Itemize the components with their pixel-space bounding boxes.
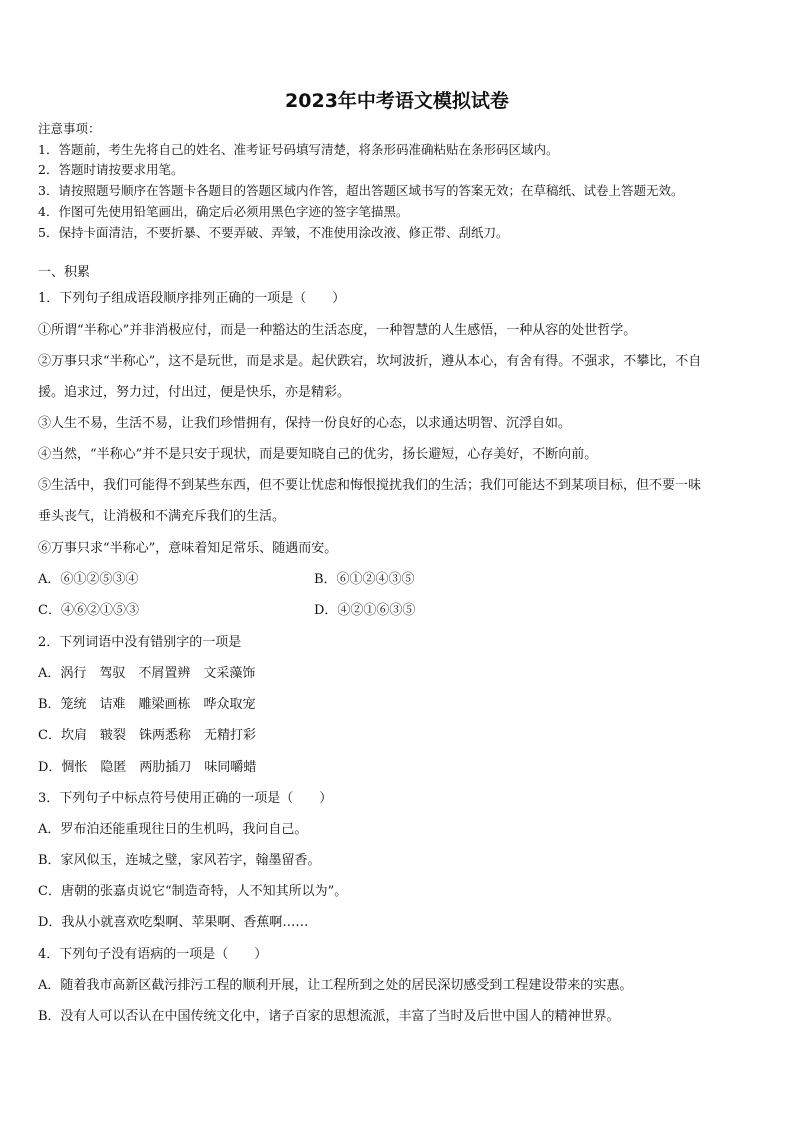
page-title: 2023年中考语文模拟试卷 — [285, 90, 509, 112]
sentence: 垂头丧气，让消极和不满充斥我们的生活。 — [38, 509, 286, 524]
option-b[interactable]: B．没有人可以否认在中国传统文化中，诸子百家的思想流派，丰富了当时及后世中国人的精神世界。 — [38, 1009, 620, 1024]
option-c[interactable]: C．唐朝的张嘉贞说它“制造奇特，人不知其所以为”。 — [38, 884, 348, 899]
option-a[interactable]: A．涡行 驾驭 不屑置辨 文采藻饰 — [38, 666, 256, 681]
option-b[interactable]: B．笼统 诘难 雕梁画栋 哗众取宠 — [38, 697, 256, 712]
option-d[interactable]: D．惆怅 隐匿 两肋插刀 味同嚼蜡 — [38, 760, 257, 775]
question-stem: 3．下列句子中标点符号使用正确的一项是（ ） — [38, 791, 333, 806]
option-b[interactable]: B．家风似玉，连城之璧，家风若字，翰墨留香。 — [38, 853, 321, 868]
notice-item: 3．请按照题号顺序在答题卡各题目的答题区域内作答，超出答题区域书写的答案无效；在草稿纸、试卷上答题无效。 — [38, 183, 684, 198]
option-a[interactable]: A．随着我市高新区截污排污工程的顺利开展，让工程所到之处的居民深切感受到工程建设带来的实惠。 — [38, 978, 633, 993]
notice-item: 5．保持卡面清洁，不要折暴、不要弄破、弄皱，不准使用涂改液、修正带、刮纸刀。 — [38, 225, 509, 240]
sentence: ②万事只求“半称心”，这不是玩世，而是求是。起伏跌宕，坎坷波折，遵从本心，有舍有得。不强求，不攀比，不自 — [38, 354, 702, 369]
question-stem: 2．下列词语中没有错别字的一项是 — [38, 635, 242, 650]
option-b[interactable]: B．⑥①②④③⑤ — [314, 572, 415, 587]
option-a[interactable]: A．罗布泊还能重现往日的生机吗，我问自己。 — [38, 822, 308, 837]
sentence: ③人生不易，生活不易，让我们珍惜拥有，保持一份良好的心态，以求通达明智、沉浮自如。 — [38, 416, 572, 431]
option-c[interactable]: C．④⑥②①⑤③ — [38, 603, 139, 618]
notice-item: 1．答题前，考生先将自己的姓名、准考证号码填写清楚，将条形码准确粘贴在条形码区域内。 — [38, 142, 559, 157]
notice-heading: 注意事项： — [38, 121, 101, 136]
option-d[interactable]: D．我从小就喜欢吃梨啊、苹果啊、香蕉啊…… — [38, 915, 309, 930]
question-stem: 4．下列句子没有语病的一项是（ ） — [38, 947, 268, 962]
sentence: ⑤生活中，我们可能得不到某些东西，但不要让忧虑和悔恨搅扰我们的生活；我们可能达不到某项目标，但不要一味 — [38, 478, 702, 493]
section-heading: 一、积累 — [38, 265, 91, 280]
option-d[interactable]: D．④②①⑥③⑤ — [314, 603, 416, 618]
sentence: ④当然，“半称心”并不是只安于现状，而是要知晓自己的优劣，扬长避短，心存美好，不断向前。 — [38, 447, 598, 462]
notice-item: 4．作图可先使用铅笔画出，确定后必须用黑色字迹的签字笔描黑。 — [38, 204, 409, 219]
question-stem: 1．下列句子组成语段顺序排列正确的一项是（ ） — [38, 291, 346, 306]
option-a[interactable]: A．⑥①②⑤③④ — [38, 572, 139, 587]
sentence: 援。追求过，努力过，付出过，便是快乐，亦是精彩。 — [38, 385, 351, 400]
sentence: ⑥万事只求“半称心”，意味着知足常乐、随遇而安。 — [38, 541, 338, 556]
option-c[interactable]: C．坎肩 皲裂 铢两悉称 无精打彩 — [38, 728, 256, 743]
sentence: ①所谓“半称心”并非消极应付，而是一种豁达的生活态度，一种智慧的人生感悟，一种从容的处世哲学。 — [38, 323, 637, 338]
notice-item: 2．答题时请按要求用笔。 — [38, 162, 184, 177]
